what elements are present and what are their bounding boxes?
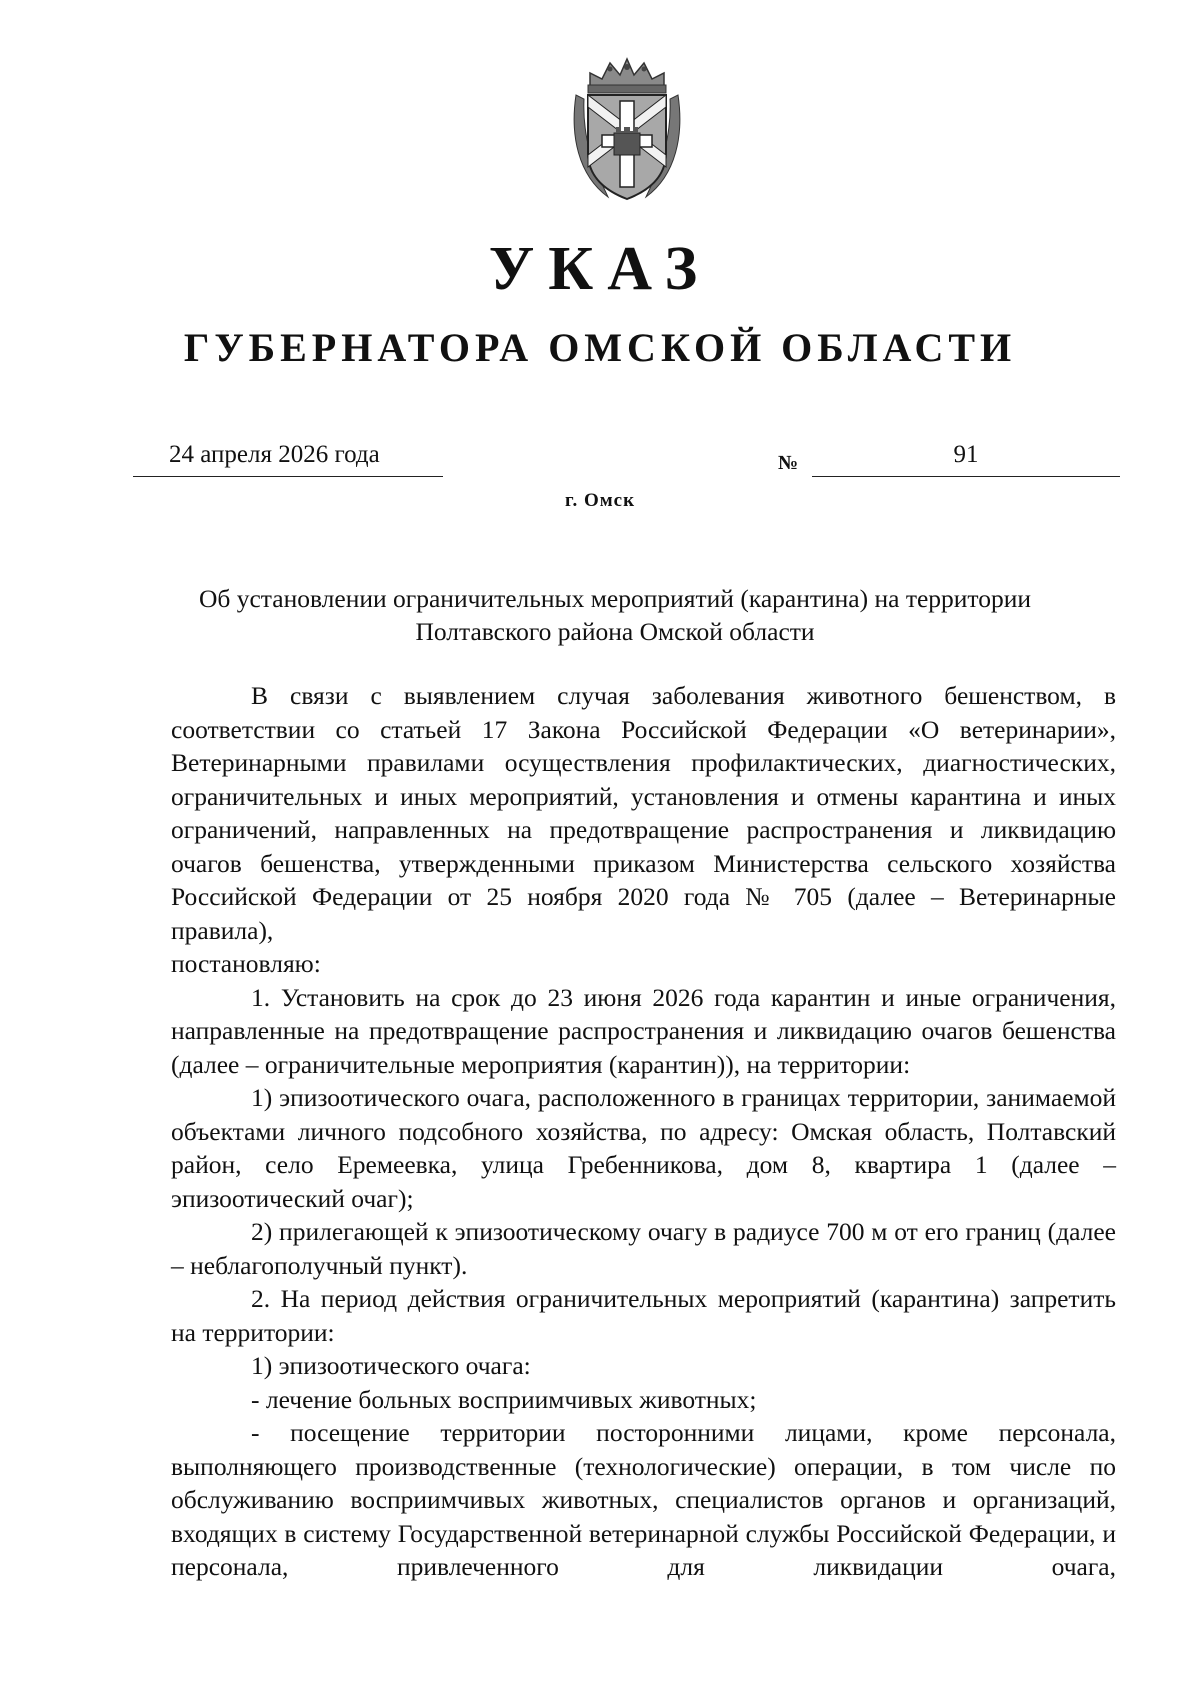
- body-paragraph: В связи с выявлением случая заболевания животного бешенством, в соответствии со статьей 17 Закона Российской Федерации «О ветеринарии», Ветеринарными правилами осуществления профилактических, диагностических, ограничительных и иных мероприятий, установления и отмены карантина и иных ограничений, направленных на предотвращение распространения и ликвидацию очагов бешенства, утвержденными приказом Министерства сельского хозяйства Российской Федерации от 25 ноября 2020 года № 705 (далее – Ветеринарные правила),: [171, 681, 1116, 945]
- body-paragraph: 2) прилегающей к эпизоотическому очагу в радиусе 700 м от его границ (далее – неблагополучный пункт).: [171, 1217, 1116, 1280]
- number-sign: №: [778, 452, 799, 474]
- number-field: [812, 438, 1120, 477]
- omsk-coat-of-arms-emblem: [568, 55, 686, 205]
- date-field: [133, 438, 443, 477]
- document-number: 91: [953, 441, 979, 468]
- body-paragraph: 1) эпизоотического очага:: [251, 1351, 531, 1380]
- document-type-title: УКАЗ: [488, 235, 712, 303]
- document-date: 24 апреля 2026 года: [169, 441, 380, 468]
- issuer-title: ГУБЕРНАТОРА ОМСКОЙ ОБЛАСТИ: [183, 325, 1017, 370]
- document-body: [171, 679, 1116, 1584]
- subject-line: Полтавского района Омской области: [415, 617, 815, 646]
- body-paragraph: 1) эпизоотического очага, расположенного в границах территории, занимаемой объектами личного подсобного хозяйства, по адресу: Омская область, Полтавский район, село Еремеевка, улица Гребенникова, дом 8, квартира 1 (далее – эпизоотический очаг);: [171, 1083, 1116, 1213]
- body-paragraph: 1. Установить на срок до 23 июня 2026 года карантин и иные ограничения, направленные на предотвращение распространения и ликвидацию очагов бешенства (далее – ограничительные мероприятия (карантин)), на территории:: [171, 982, 1116, 1079]
- body-paragraph: постановляю:: [171, 949, 321, 978]
- issue-city: г. Омск: [564, 490, 636, 511]
- subject-line: Об установлении ограничительных мероприятий (карантина) на территории: [198, 584, 1032, 613]
- body-paragraph: - посещение территории посторонними лицами, кроме персонала, выполняющего производственные (технологические) операции, в том числе по обслуживанию восприимчивых животных, специалистов органов и организаций, входящих в систему Государственной ветеринарной службы Российской Федерации, и персонала, привлеченного для ликвидации очага,: [171, 1418, 1116, 1581]
- body-paragraph: - лечение больных восприимчивых животных;: [251, 1384, 757, 1414]
- document-subject: [150, 582, 1080, 648]
- body-paragraph: 2. На период действия ограничительных мероприятий (карантина) запретить на территории:: [171, 1284, 1116, 1347]
